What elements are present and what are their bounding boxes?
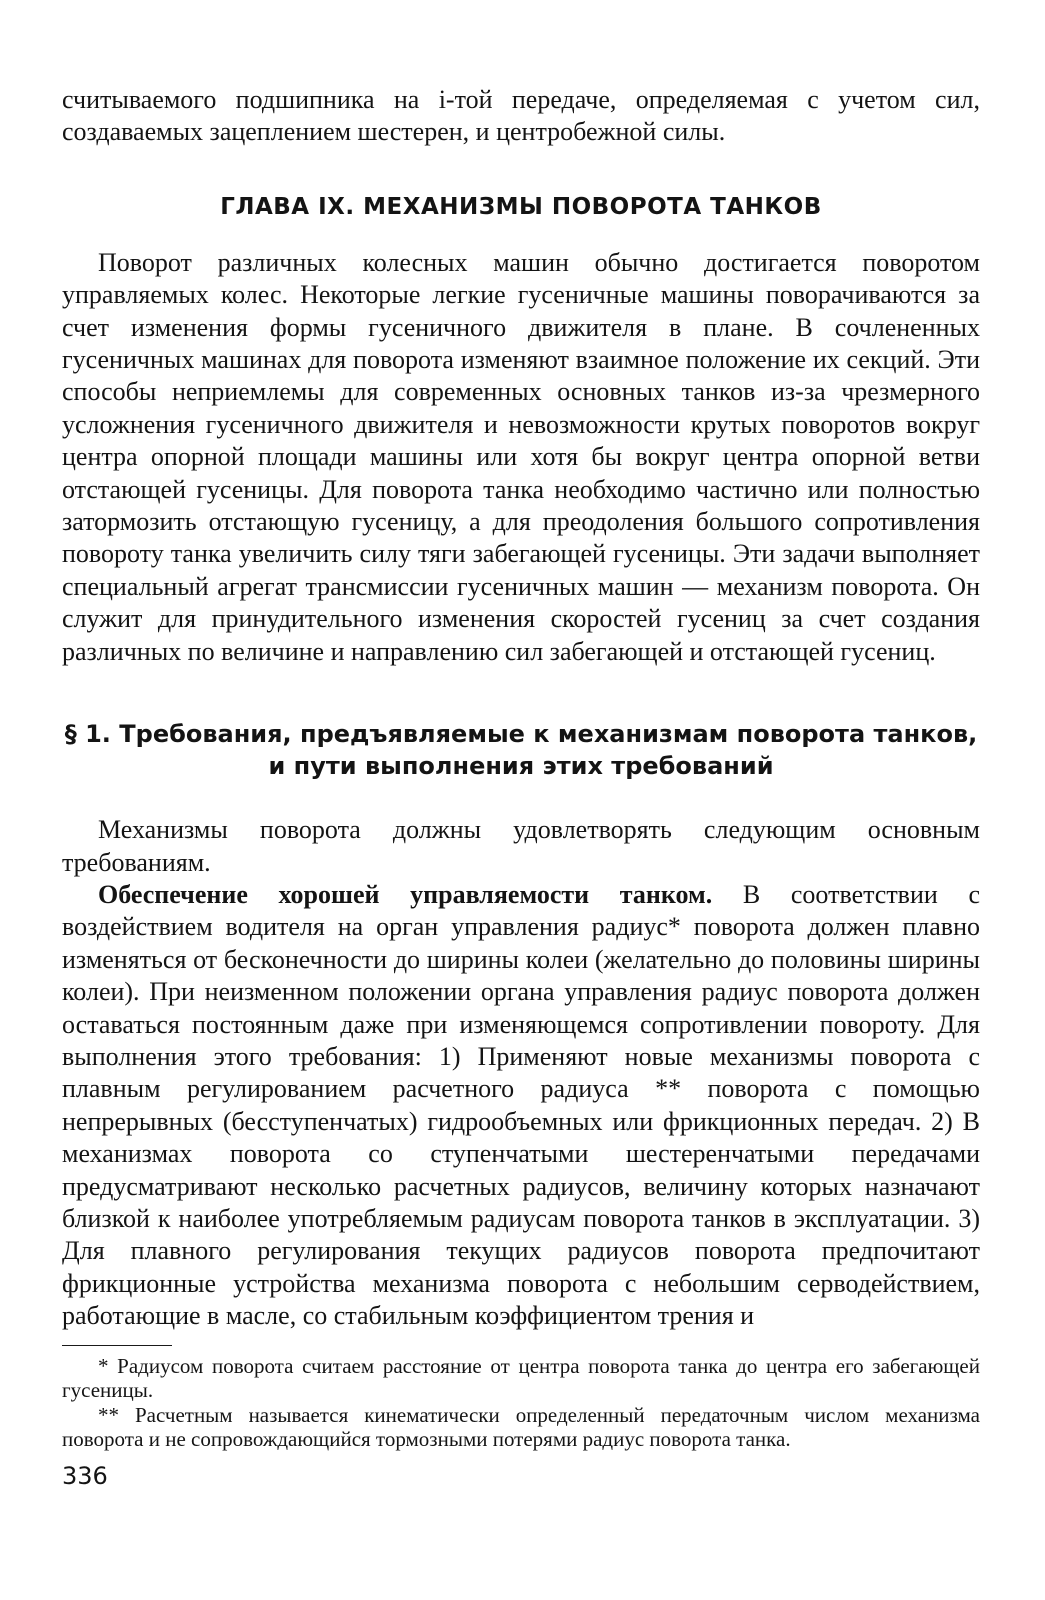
intro-paragraph: Поворот различных колесных машин обычно достигается поворотом управляемых колес. Некоторые легкие гусеничные машины поворачиваются за счет изменения формы гусеничного движителя в плане. В сочлененных гусеничных машинах для поворота изменяют взаимное положение их секций. Эти способы неприемлемы для современных основных танков из-за чрезмерного усложнения гусеничного движителя и невозможности крутых поворотов вокруг центра опорной площади машины или хотя бы вокруг центра опорной ветви отстающей гусеницы. Для поворота танка необходимо частично или полностью затормозить отстающую гусеницу, а для преодоления большого сопротивления повороту танка увеличить силу тяги забегающей гусеницы. Эти задачи выполняет специальный агрегат трансмиссии гусеничных машин — механизм поворота. Он служит для принудительного изменения скоростей гусениц за счет создания различных по величине и направлению сил забегающей и отстающей гусениц.: [62, 247, 980, 666]
footnote-2: ** Расчетным называется кинематически определенный передаточным числом механизма поворота и не сопровождающийся тормозными потерями радиус поворота танка.: [62, 1402, 980, 1452]
section-title: § 1. Требования, предъявляемые к механизмам поворота танков, и пути выполнения этих требований: [64, 720, 978, 781]
requirement-paragraph: [62, 879, 980, 1333]
page-number: 336: [62, 1461, 108, 1490]
continued-paragraph: считываемого подшипника на i-той передаче, определяемая с учетом сил, создаваемых зацеплением шестерен, и центробежной силы.: [62, 85, 980, 147]
footnote-1: * Радиусом поворота считаем расстояние от центра поворота танка до центра его забегающей гусеницы.: [62, 1353, 980, 1403]
requirement-lead: Обеспечение хорошей управляемости танком.: [98, 879, 713, 909]
requirement-body: В соответствии с воздействием водителя на орган управления радиус* поворота должен плавно изменяться от бесконечности до ширины колеи (желательно до половины ширины колеи). При неизменном положении органа управления радиус поворота должен оставаться постоянным даже при изменяющемся сопротивлении повороту. Для выполнения этого требования: 1) Применяют новые механизмы поворота с плавным регулированием расчетного радиуса ** поворота с помощью непрерывных (бесступенчатых) гидрообъемных или фрикционных передач. 2) В механизмах поворота со ступенчатыми шестеренчатыми передачами предусматривают несколько расчетных радиусов, величину которых назначают близкой к наиболее употребляемым радиусам поворота танков в эксплуатации. 3) Для плавного регулирования текущих радиусов поворота предпочитают фрикционные устройства механизма поворота с небольшим серводействием, работающие в масле, со стабильным коэффициентом трения и: [62, 879, 980, 1331]
section-intro-paragraph: Механизмы поворота должны удовлетворять следующим основным требованиям.: [62, 815, 980, 877]
chapter-title: ГЛАВА IX. МЕХАНИЗМЫ ПОВОРОТА ТАНКОВ: [220, 193, 822, 220]
book-page: [62, 84, 980, 1490]
footnote-divider: [62, 1345, 172, 1346]
